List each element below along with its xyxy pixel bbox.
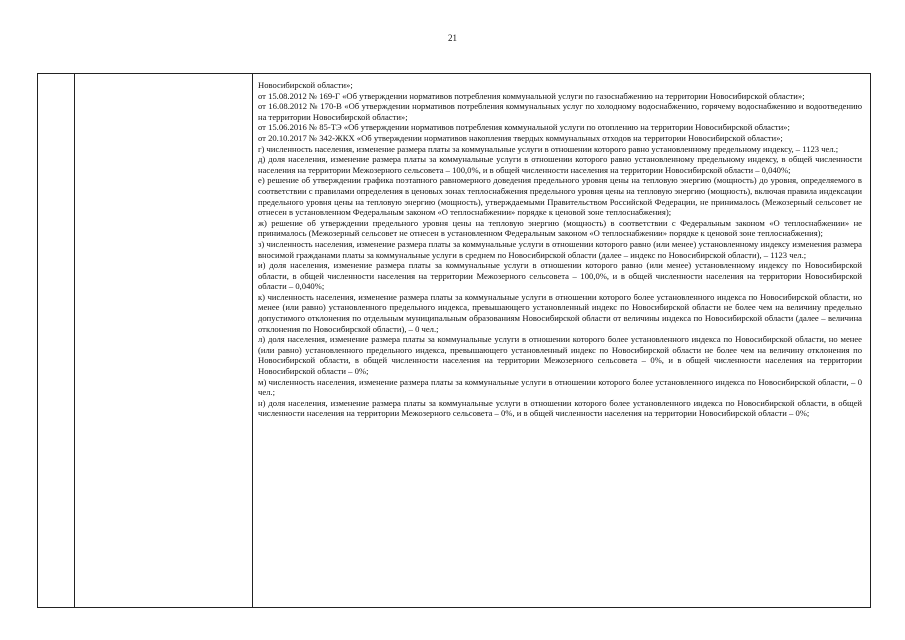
document-table: [37, 73, 871, 608]
column-divider: [74, 74, 75, 607]
page-number: 21: [448, 33, 457, 43]
paragraph: от 20.10.2017 № 342-ЖКХ «Об утверждении нормативов накопления твердых коммунальных отходов на территории Новосибирской области»;: [258, 132, 783, 143]
paragraph: Новосибирской области»;: [258, 80, 353, 90]
paragraph: от 15.08.2012 № 169-Г «Об утверждении нормативов потребления коммунальной услуги по газоснабжению на территории Новосибирской области»;: [258, 90, 805, 101]
paragraph: д) доля населения, изменение размера платы за коммунальные услуги в отношении которого равно установленному предельному индексу, в общей численности населения на территории Межозерного сельсовета – 100,0%, и в общей численности населения на территории Новосибирской области – 0,040%;: [258, 154, 862, 175]
paragraph: м) численность населения, изменение размера платы за коммунальные услуги в отношении которого более установленного индекса по Новосибирской области, – 0 чел.;: [258, 376, 862, 398]
paragraph: е) решение об утверждении графика поэтапного равномерного доведения предельного уровня цены на тепловую энергию (мощность) до уровня, определяемого в соответствии с правилами определения в ценовых зонах теплоснабжения предельного уровня цены на тепловую энергию (мощность), включая правила индексации предельного уровня цены на тепловую энергию (мощность), утверждаемыми Правительством Российской Федерации, не принималось (Межозерный сельсовет не отнесен в установленном Федеральным законом «О теплоснабжении» порядке к ценовой зоне теплоснабжения);: [258, 175, 862, 218]
column-divider: [252, 74, 253, 607]
paragraph: и) доля населения, изменение размера платы за коммунальные услуги в отношении которого равно (или менее) установленному индексу по Новосибирской области, в общей численности населения на территории Межозерного сельсовета – 100,0%, и в общей численности населения на территории Новосибирской области – 0,040%;: [258, 260, 862, 292]
paragraph: н) доля населения, изменение размера платы за коммунальные услуги в отношении которого более установленного индекса по Новосибирской области, в общей численности населения на территории Межозерного сельсовета – 0%, и в общей численности населения на территории Новосибирской области – 0%;: [258, 397, 862, 419]
paragraph: л) доля населения, изменение размера платы за коммунальные услуги в отношении которого более установленного индекса по Новосибирской области, но менее (или равно) установленного предельного индекса, превышающего установленный индекс по Новосибирской области не более чем на величину отклонения по Новосибирской области, в общей численности населения на территории Межозерного сельсовета – 0%, и в общей численности населения на территории Новосибирской области – 0%;: [258, 334, 862, 377]
paragraph: от 15.06.2016 № 85-ТЭ «Об утверждении нормативов потребления коммунальной услуги по отоплению на территории Новосибирской области»;: [258, 122, 790, 133]
paragraph: к) численность населения, изменение размера платы за коммунальные услуги в отношении которого более установленного индекса по Новосибирской области, но менее (или равно) установленного предельного индекса, превышающего установленный индекс по Новосибирской области не более чем на величину предельно допустимого отклонения по отдельным муниципальным образованиям Новосибирской области от величины индекса по Новосибирской области (далее – величина отклонения по Новосибирской области), – 0 чел.;: [258, 291, 862, 334]
paragraph: г) численность населения, изменение размера платы за коммунальные услуги в отношении которого равно установленному предельному индексу, – 1123 чел.;: [258, 143, 839, 154]
paragraph: з) численность населения, изменение размера платы за коммунальные услуги в отношении которого равно (или менее) установленному индексу изменения размера вносимой гражданами платы за коммунальные услуги в среднем по Новосибирской области (далее – индекс по Новосибирской области), – 1123 чел.;: [258, 238, 862, 260]
content-cell: [258, 80, 862, 419]
paragraph: ж) решение об утверждении предельного уровня цены на тепловую энергию (мощность) в соответствии с Федеральным законом «О теплоснабжении» не принималось (Межозерный сельсовет не отнесен в установленном Федеральным законом «О теплоснабжении» порядке к ценовой зоне теплоснабжения);: [258, 217, 862, 239]
paragraph: от 16.08.2012 № 170-В «Об утверждении нормативов потребления коммунальных услуг по холодному водоснабжению, горячему водоснабжению и водоотведению на территории Новосибирской области»;: [258, 101, 862, 122]
